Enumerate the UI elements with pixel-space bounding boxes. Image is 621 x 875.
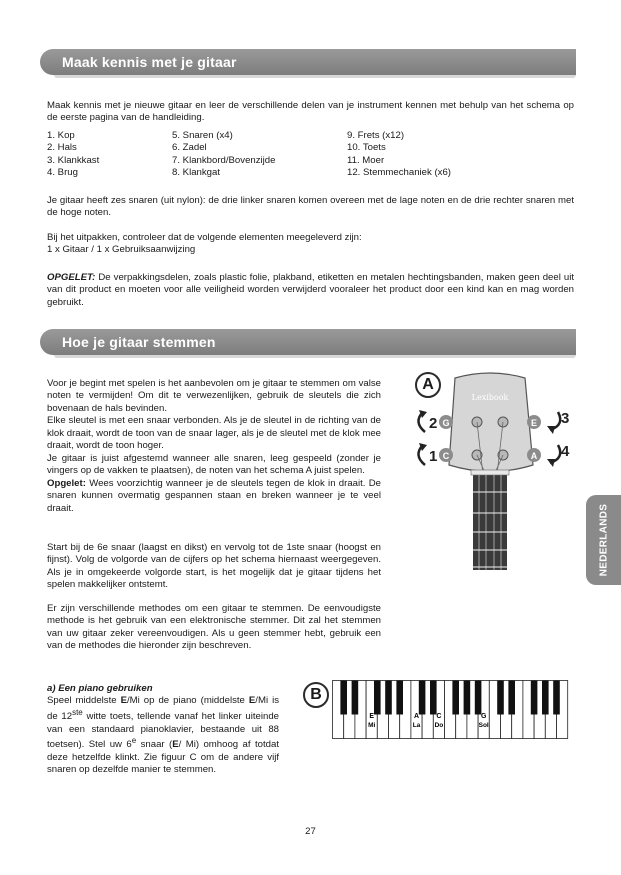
guitar-neck	[473, 470, 507, 570]
part-item: 6. Zadel	[172, 142, 207, 154]
tuning-paragraph: Je gitaar is juist afgestemd wanneer alle snaren, leeg gespeeld (zonder je vingers op de vakken te plaatsen), de noten van het schema A juist spelen.	[47, 452, 381, 477]
step-number: 3	[561, 410, 570, 427]
parts-column-1	[47, 130, 99, 180]
step-number: 1	[429, 448, 438, 465]
piano-black-key	[497, 681, 504, 715]
piano-key-note: A	[413, 713, 420, 720]
section-banner-intro	[40, 47, 576, 79]
piano-black-key	[352, 681, 359, 715]
tuning-text-block	[47, 378, 381, 515]
section-title: Hoe je gitaar stemmen	[62, 334, 216, 350]
section-title: Maak kennis met je gitaar	[62, 54, 237, 70]
part-item: 11. Moer	[347, 154, 385, 166]
warning-paragraph	[47, 272, 574, 309]
figure-b-label: B	[303, 682, 329, 708]
piano-key-name: Sol	[478, 722, 489, 729]
piano-black-key	[452, 681, 459, 715]
unpack-paragraph	[47, 232, 574, 257]
language-label: NEDERLANDS	[598, 503, 609, 577]
part-item: 2. Hals	[47, 142, 77, 154]
piano-method-block	[47, 683, 279, 777]
svg-text:E: E	[530, 418, 538, 428]
piano-paragraph: Speel middelste E/Mi op de piano (middelste E/Mi is de 12ste witte toets, tellende vanaf het linker uiteinde van een standaard pianoklavier, bestaande uit 88 toetsen). Stel uw 6e snaar (E/ Mi) omhoog af totdat deze hetzelfde klinkt. Zie figuur C om de andere vijf snaren op dezelfde manier te stemmen.	[47, 695, 279, 776]
piano-black-key	[340, 681, 347, 715]
part-item: 4. Brug	[47, 167, 78, 179]
svg-text:C: C	[442, 451, 450, 461]
step-number: 2	[429, 415, 438, 432]
unpack-contents: 1 x Gitaar / 1 x Gebruiksaanwijzing	[47, 244, 196, 256]
piano-black-key	[542, 681, 549, 715]
piano-black-key	[374, 681, 381, 715]
svg-text:G: G	[442, 418, 450, 428]
piano-black-key	[419, 681, 426, 715]
piano-key-name: La	[412, 722, 421, 729]
part-item: 5. Snaren (x4)	[172, 130, 233, 141]
caution-paragraph	[47, 478, 381, 515]
unpack-line: Bij het uitpakken, controleer dat de volgende elementen meegeleverd zijn:	[47, 232, 362, 243]
part-item: 12. Stemmechaniek (x6)	[347, 167, 451, 179]
piano-key-note: G	[480, 713, 487, 720]
tuning-paragraph: Voor je begint met spelen is het aanbevolen om je gitaar te stemmen om valse noten te vermijden! Om dit te verwezenlijken, gebruik de sleutels die zich bovenaan de hals bevinden.	[47, 378, 381, 414]
piano-key-name: Mi	[368, 722, 376, 729]
part-item: 9. Frets (x12)	[347, 130, 405, 141]
parts-column-2	[172, 130, 275, 180]
part-item: 3. Klankkast	[47, 154, 100, 166]
intro-paragraph: Maak kennis met je nieuwe gitaar en leer de verschillende delen van je instrument kennen met behulp van het schema op de eerste pagina van de handleiding.	[47, 100, 574, 124]
caution-text: Wees voorzichtig wanneer je de sleutels tegen de klok in draait. De snaren kunnen overmatig gespannen staan en breken wanneer je te veel draait.	[47, 477, 381, 514]
figure-a-label: A	[415, 372, 441, 398]
piano-black-key	[396, 681, 403, 715]
piano-black-key	[531, 681, 538, 715]
warning-label: OPGELET:	[47, 272, 96, 283]
piano-key-note: E	[369, 713, 375, 720]
piano-black-key	[464, 681, 471, 715]
piano-keyboard-diagram	[332, 680, 570, 740]
guitar-headstock-diagram	[395, 370, 585, 570]
section-banner-tuning	[40, 327, 576, 359]
tuning-order-paragraph: Start bij de 6e snaar (laagst en dikst) en vervolg tot de 1ste snaar (hoogst en fijnst). Volg de volgorde van de cijfers op het schema hiernaast weergegeven. Als je in omgekeerde volgorde start, is het mogelijk dat je gitaar tijdens het spelen makkelijker ontstemt.	[47, 542, 381, 591]
piano-black-key	[385, 681, 392, 715]
tuning-methods-paragraph: Er zijn verschillende methodes om een gitaar te stemmen. De eenvoudigste methode is het gebruik van een elektronische stemmer. Dit zal het stemmen van uw gitaar zeker vereenvoudigen. Als u geen stemmer hebt, gebruik een van de methodes die hieronder zijn beschreven.	[47, 603, 381, 652]
warning-text: De verpakkingsdelen, zoals plastic folie, plakband, etiketten en metalen hechtingsbanden, maken geen deel uit van dit product en moeten voor alle veiligheid worden verwijderd vooraleer het product door een kind kan en mag worden gebruikt.	[47, 272, 574, 308]
step-number: 4	[561, 443, 570, 460]
piano-key-name: Do	[434, 722, 444, 729]
strings-paragraph: Je gitaar heeft zes snaren (uit nylon): de drie linker snaren komen overeen met de lage noten en de drie rechter snaren met de hoge noten.	[47, 195, 574, 219]
brand-logo: Lexibook	[471, 393, 509, 402]
tuning-paragraph: Elke sleutel is met een snaar verbonden. Als je de sleutel in de richting van de klok draait, wordt de toon van de snaar lager, als je de sleutel met de klok mee draait, wordt de toon hoger.	[47, 415, 381, 452]
headstock-shape	[449, 373, 533, 472]
part-item: 7. Klankbord/Bovenzijde	[172, 154, 276, 166]
language-side-tab	[586, 495, 621, 585]
piano-black-key	[508, 681, 515, 715]
parts-column-3	[347, 130, 451, 180]
caution-label: Opgelet:	[47, 477, 86, 489]
nut	[471, 470, 509, 475]
part-item: 10. Toets	[347, 142, 386, 154]
piano-black-key	[430, 681, 437, 715]
piano-black-key	[553, 681, 560, 715]
part-item: 1. Kop	[47, 130, 75, 141]
piano-heading: a) Een piano gebruiken	[47, 683, 153, 694]
part-item: 8. Klankgat	[172, 167, 221, 179]
page-number: 27	[305, 826, 316, 837]
piano-black-key	[475, 681, 482, 715]
svg-text:A: A	[530, 451, 538, 461]
piano-key-note: C	[436, 713, 442, 720]
